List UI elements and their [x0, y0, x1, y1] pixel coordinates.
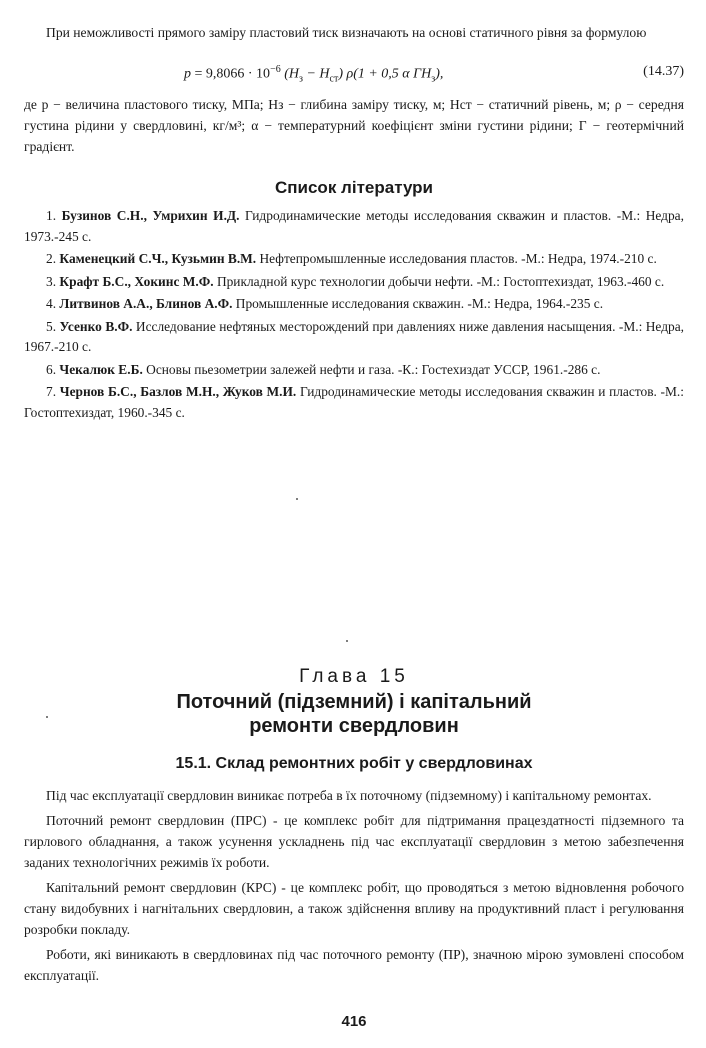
formula-sub-z: з: [298, 73, 303, 85]
reference-item: [24, 294, 684, 315]
chapter-label: Глава 15: [299, 666, 409, 687]
reference-number: 6.: [46, 361, 57, 377]
section-body: [24, 785, 684, 990]
section-title: 15.1. Склад ремонтних робіт у свердловинах: [175, 755, 533, 772]
formula-number: (14.37): [643, 64, 684, 79]
reference-item: [24, 382, 684, 423]
reference-number: 3.: [46, 273, 57, 289]
reference-text: Промышленные исследования скважин. -М.: Недра, 1964.-235 с.: [232, 296, 604, 311]
definitions-paragraph: де p − величина пластового тиску, МПа; Hз − глибина заміру тиску, м; Hст − статичний рівень, м; ρ − середня густина рідини у свердловині, кг/м³; α − температурний коефіцієнт зміни густини рідини; Γ − геотермічний градієнт.: [24, 97, 684, 154]
reference-number: 4.: [46, 296, 57, 311]
reference-author: Чекалюк Е.Б.: [59, 361, 143, 377]
formula-lhs: p: [184, 66, 191, 82]
reference-item: [24, 272, 684, 293]
formula-14-37: [184, 64, 443, 84]
reference-item: [24, 206, 684, 247]
formula-sub-z2: з: [431, 73, 436, 85]
reference-author: Усенко В.Ф.: [59, 318, 133, 334]
reference-number: 1.: [46, 208, 57, 223]
chapter-title: [24, 690, 684, 738]
page-number: 416: [341, 1013, 367, 1030]
formula-rest: ) ρ(1 + 0,5 α ΓH: [338, 66, 432, 82]
reference-text: Гидродинамические методы исследования скважин и пластов. -М.: Недра, 1973.-245 с.: [24, 208, 684, 244]
reference-number: 5.: [46, 318, 57, 334]
reference-item: [24, 249, 684, 270]
reference-number: 2.: [46, 251, 57, 266]
body-paragraph: Роботи, які виникають в свердловинах під час поточного ремонту (ПР), значною мірою зумовлені способом експлуатації.: [24, 947, 684, 983]
chapter-title-line: Поточний (підземний) і капітальний: [176, 691, 532, 713]
reference-text: Прикладной курс технологии добычи нефти. -М.: Гостоптехиздат, 1963.-460 с.: [213, 273, 665, 289]
reference-item: [24, 317, 684, 358]
chapter-title-line: ремонти свердловин: [249, 715, 459, 737]
reference-author: Литвинов А.А., Блинов А.Ф.: [59, 296, 233, 311]
reference-author: Бузинов С.Н., Умрихин И.Д.: [61, 208, 240, 223]
formula-sub-st: ст: [329, 73, 339, 85]
formula-open: (H: [280, 66, 299, 82]
scan-speck: [296, 498, 298, 500]
references-list: [24, 206, 684, 425]
formula-coefficient: = 9,8066 · 10: [191, 66, 271, 82]
references-heading: Список літератури: [274, 178, 434, 197]
formula-minus: − H: [302, 66, 330, 82]
reference-text: Исследование нефтяных месторождений при давлениях ниже давления насыщения. -М.: Недра, 1967.-210 с.: [24, 318, 684, 354]
intro-paragraph: При неможливості прямого заміру пластовий тиск визначають на основі статичного рівня за формулою: [46, 25, 647, 40]
reference-author: Крафт Б.С., Хокинс М.Ф.: [59, 273, 214, 289]
reference-text: Нефтепромышленные исследования пластов. -М.: Недра, 1974.-210 с.: [256, 251, 657, 266]
reference-text: Основы пьезометрии залежей нефти и газа. -К.: Гостехиздат УССР, 1961.-286 с.: [142, 361, 601, 377]
reference-author: Чернов Б.С., Базлов М.Н., Жуков М.И.: [59, 384, 297, 399]
formula-close: ),: [435, 66, 444, 82]
body-paragraph: Капітальний ремонт свердловин (КРС) - це комплекс робіт, що проводяться з метою відновлення робочого стану видобувних і нагнітальних свердловин, а також здійснення впливу на продуктивний пласт і регулювання розробки покладу.: [24, 880, 684, 937]
reference-number: 7.: [46, 384, 57, 399]
reference-text: Гидродинамические методы исследования скважин и пластов. -М.: Гостоптехиздат, 1960.-345 с.: [24, 384, 684, 420]
body-paragraph: Поточний ремонт свердловин (ПРС) - це комплекс робіт для підтримання працездатності підземного та гирлового обладнання, а також усунення ускладнень під час експлуатації свердловин з метою забезпечення заданих технологічних режимів їх роботи.: [24, 813, 684, 870]
formula-row: [24, 64, 684, 86]
reference-item: [24, 360, 684, 381]
reference-author: Каменецкий С.Ч., Кузьмин В.М.: [59, 251, 257, 266]
scan-speck: [346, 640, 348, 642]
body-paragraph: Під час експлуатації свердловин виникає потреба в їх поточному (підземному) і капітальному ремонтах.: [46, 788, 652, 803]
formula-exponent: −6: [270, 64, 281, 75]
